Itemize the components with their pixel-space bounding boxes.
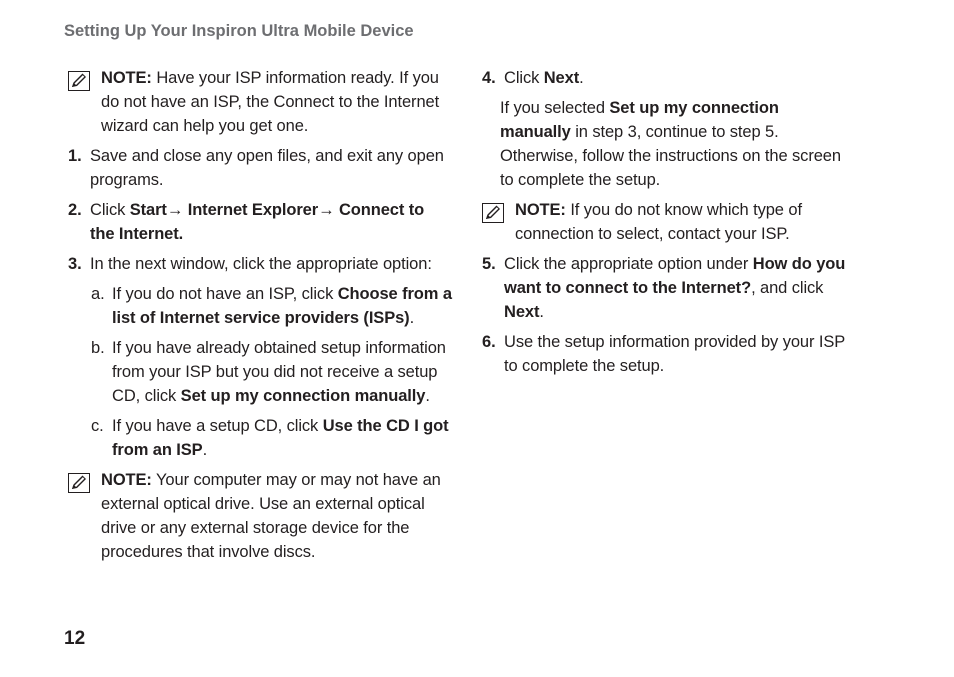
- option-choose-isp-list: Choose from a list of Internet service providers (ISPs): [112, 285, 452, 327]
- punctuation: .: [539, 303, 544, 321]
- step-4-detail: [478, 96, 850, 192]
- punctuation: .: [579, 69, 584, 87]
- note-label: NOTE:: [101, 471, 152, 489]
- punctuation: .: [202, 441, 208, 459]
- para-text: in step 3, continue to step 5. Otherwise, follow the instructions on the screen to complete the setup.: [500, 123, 841, 189]
- step-number: 5.: [482, 255, 496, 273]
- substep-text: If you do not have an ISP, click: [112, 285, 338, 303]
- step-text: , and click: [751, 279, 824, 297]
- note-label: NOTE:: [515, 201, 566, 219]
- note-text: If you do not know which type of connection to select, contact your ISP.: [515, 201, 802, 243]
- arrow: →: [166, 201, 188, 219]
- note-label: NOTE:: [101, 69, 152, 87]
- substep-letter: a.: [91, 285, 105, 303]
- step-1: [64, 144, 452, 192]
- arrow: →: [318, 201, 339, 219]
- step-number: 1.: [68, 147, 82, 165]
- punctuation: .: [409, 309, 415, 327]
- step-5: [478, 252, 850, 324]
- step-number: 4.: [482, 69, 496, 87]
- option-set-up-manually: Set up my connection manually: [180, 387, 426, 405]
- option-set-up-manually: Set up my connection manually: [500, 99, 779, 141]
- menu-start: Start: [129, 201, 167, 219]
- substep-b: [64, 336, 452, 408]
- step-text: Click the appropriate option under: [504, 255, 753, 273]
- page-header: Setting Up Your Inspiron Ultra Mobile Device: [64, 22, 414, 40]
- note-connection-type: [478, 198, 850, 246]
- substep-text: If you have already obtained setup information from your ISP but you did not receive a setup CD, click: [112, 339, 446, 405]
- step-number: 3.: [68, 255, 82, 273]
- note-text: Have your ISP information ready. If you do not have an ISP, the Connect to the Internet wizard can help you get one.: [101, 69, 440, 135]
- option-use-cd: Use the CD I got from an ISP: [112, 417, 449, 459]
- step-text: Save and close any open files, and exit any open programs.: [90, 147, 444, 189]
- step-6: [478, 330, 850, 378]
- pencil-note-icon: [68, 71, 90, 91]
- step-text: Use the setup information provided by your ISP to complete the setup.: [504, 333, 845, 375]
- note-optical-drive: [64, 468, 452, 564]
- substep-letter: b.: [91, 339, 105, 357]
- step-text: In the next window, click the appropriate option:: [90, 255, 432, 273]
- step-text: Click: [90, 201, 130, 219]
- punctuation: .: [425, 387, 430, 405]
- left-column: [64, 66, 452, 570]
- step-text: Click: [504, 69, 544, 87]
- step-4: [478, 66, 850, 90]
- para-text: If you selected: [500, 99, 610, 117]
- substep-text: If you have a setup CD, click: [112, 417, 323, 435]
- step-3: [64, 252, 452, 276]
- substep-a: [64, 282, 452, 330]
- page-number: 12: [64, 628, 86, 649]
- right-column: [478, 66, 850, 384]
- option-how-connect: How do you want to connect to the Internet?: [504, 255, 846, 297]
- button-next: Next: [543, 69, 580, 87]
- menu-connect-to-internet: Connect to the Internet.: [90, 201, 425, 243]
- button-next: Next: [504, 303, 540, 321]
- pencil-note-icon: [68, 473, 90, 493]
- pencil-note-icon: [482, 203, 504, 223]
- note-isp-ready: [64, 66, 452, 138]
- substep-c: [64, 414, 452, 462]
- step-number: 2.: [68, 201, 82, 219]
- step-2: [64, 198, 452, 246]
- step-number: 6.: [482, 333, 496, 351]
- note-text: Your computer may or may not have an external optical drive. Use an external optical drive or any external storage device for the procedures that involve discs.: [101, 471, 441, 561]
- menu-internet-explorer: Internet Explorer: [187, 201, 319, 219]
- substep-letter: c.: [91, 417, 104, 435]
